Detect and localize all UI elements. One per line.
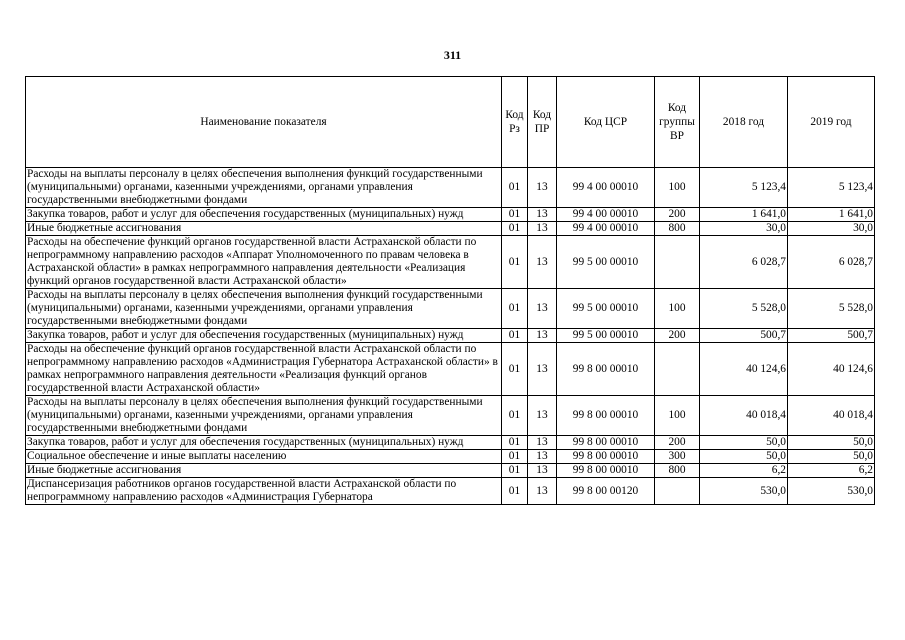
cell-name: Расходы на обеспечение функций органов государственной власти Астраханской области по непрограммному направлению расходов «Аппарат Уполномоченного по правам человека в Астраханской области» в рамках непрограммного направления деятельности «Реализация функций органов государственной власти Астраханской области» <box>26 236 502 289</box>
cell-2019: 5 123,4 <box>788 168 875 208</box>
cell-pr: 13 <box>528 436 557 450</box>
cell-pr: 13 <box>528 222 557 236</box>
cell-rz: 01 <box>502 478 528 505</box>
header-2018: 2018 год <box>700 77 788 168</box>
cell-name: Расходы на обеспечение функций органов государственной власти Астраханской области по непрограммному направлению расходов «Администрация Губернатора Астраханской области» в рамках непрограммного направления деятельности «Реализация функций органов государственной власти Астраханской области» <box>26 343 502 396</box>
cell-csr: 99 8 00 00010 <box>557 450 655 464</box>
table-row <box>26 450 875 464</box>
cell-vr: 800 <box>655 464 700 478</box>
cell-name: Диспансеризация работников органов государственной власти Астраханской области по непрограммному направлению расходов «Администрация Губернатора <box>26 478 502 505</box>
cell-csr: 99 8 00 00120 <box>557 478 655 505</box>
cell-2019: 40 018,4 <box>788 396 875 436</box>
cell-2018: 30,0 <box>700 222 788 236</box>
cell-csr: 99 4 00 00010 <box>557 222 655 236</box>
cell-2019: 50,0 <box>788 436 875 450</box>
cell-csr: 99 8 00 00010 <box>557 396 655 436</box>
cell-name: Закупка товаров, работ и услуг для обеспечения государственных (муниципальных) нужд <box>26 329 502 343</box>
cell-rz: 01 <box>502 289 528 329</box>
cell-2019: 50,0 <box>788 450 875 464</box>
cell-name: Расходы на выплаты персоналу в целях обеспечения выполнения функций государственными (муниципальными) органами, казенными учреждениями, органами управления государственными внебюджетными фондами <box>26 289 502 329</box>
budget-table <box>25 76 875 505</box>
cell-2019: 40 124,6 <box>788 343 875 396</box>
cell-vr: 200 <box>655 208 700 222</box>
table-row <box>26 343 875 396</box>
cell-2019: 530,0 <box>788 478 875 505</box>
cell-pr: 13 <box>528 450 557 464</box>
cell-rz: 01 <box>502 329 528 343</box>
cell-rz: 01 <box>502 396 528 436</box>
cell-name: Расходы на выплаты персоналу в целях обеспечения выполнения функций государственными (муниципальными) органами, казенными учреждениями, органами управления государственными внебюджетными фондами <box>26 168 502 208</box>
cell-name: Закупка товаров, работ и услуг для обеспечения государственных (муниципальных) нужд <box>26 208 502 222</box>
table-body <box>26 168 875 505</box>
header-csr: Код ЦСР <box>557 77 655 168</box>
cell-rz: 01 <box>502 436 528 450</box>
cell-rz: 01 <box>502 236 528 289</box>
cell-vr: 300 <box>655 450 700 464</box>
cell-2018: 40 124,6 <box>700 343 788 396</box>
cell-2018: 1 641,0 <box>700 208 788 222</box>
table-row <box>26 396 875 436</box>
cell-2018: 50,0 <box>700 450 788 464</box>
cell-csr: 99 8 00 00010 <box>557 464 655 478</box>
cell-2018: 40 018,4 <box>700 396 788 436</box>
cell-pr: 13 <box>528 478 557 505</box>
header-rz: Код Рз <box>502 77 528 168</box>
header-pr: Код ПР <box>528 77 557 168</box>
cell-name: Социальное обеспечение и иные выплаты населению <box>26 450 502 464</box>
cell-name: Иные бюджетные ассигнования <box>26 464 502 478</box>
cell-vr <box>655 478 700 505</box>
table-row <box>26 168 875 208</box>
cell-vr <box>655 236 700 289</box>
page-number: 311 <box>443 48 462 62</box>
cell-pr: 13 <box>528 343 557 396</box>
cell-csr: 99 8 00 00010 <box>557 436 655 450</box>
cell-csr: 99 8 00 00010 <box>557 343 655 396</box>
cell-pr: 13 <box>528 464 557 478</box>
cell-pr: 13 <box>528 168 557 208</box>
cell-rz: 01 <box>502 208 528 222</box>
cell-pr: 13 <box>528 396 557 436</box>
cell-2019: 5 528,0 <box>788 289 875 329</box>
cell-csr: 99 4 00 00010 <box>557 168 655 208</box>
table-row <box>26 289 875 329</box>
cell-rz: 01 <box>502 343 528 396</box>
cell-2019: 6,2 <box>788 464 875 478</box>
cell-2018: 50,0 <box>700 436 788 450</box>
cell-2018: 530,0 <box>700 478 788 505</box>
cell-pr: 13 <box>528 289 557 329</box>
cell-vr: 200 <box>655 329 700 343</box>
table-row <box>26 464 875 478</box>
cell-vr <box>655 343 700 396</box>
cell-pr: 13 <box>528 236 557 289</box>
table-row <box>26 436 875 450</box>
table-row <box>26 208 875 222</box>
header-vr: Код группы ВР <box>655 77 700 168</box>
cell-2019: 500,7 <box>788 329 875 343</box>
cell-2018: 500,7 <box>700 329 788 343</box>
cell-rz: 01 <box>502 222 528 236</box>
cell-csr: 99 5 00 00010 <box>557 329 655 343</box>
cell-2019: 30,0 <box>788 222 875 236</box>
cell-name: Расходы на выплаты персоналу в целях обеспечения выполнения функций государственными (муниципальными) органами, казенными учреждениями, органами управления государственными внебюджетными фондами <box>26 396 502 436</box>
cell-2018: 5 528,0 <box>700 289 788 329</box>
cell-2019: 1 641,0 <box>788 208 875 222</box>
table-header-row <box>26 77 875 168</box>
cell-vr: 100 <box>655 396 700 436</box>
cell-csr: 99 4 00 00010 <box>557 208 655 222</box>
cell-2018: 6,2 <box>700 464 788 478</box>
cell-name: Иные бюджетные ассигнования <box>26 222 502 236</box>
cell-pr: 13 <box>528 329 557 343</box>
cell-vr: 800 <box>655 222 700 236</box>
header-name: Наименование показателя <box>26 77 502 168</box>
cell-vr: 100 <box>655 168 700 208</box>
cell-vr: 100 <box>655 289 700 329</box>
cell-name: Закупка товаров, работ и услуг для обеспечения государственных (муниципальных) нужд <box>26 436 502 450</box>
table-row <box>26 236 875 289</box>
cell-rz: 01 <box>502 168 528 208</box>
cell-csr: 99 5 00 00010 <box>557 236 655 289</box>
cell-rz: 01 <box>502 464 528 478</box>
cell-2018: 5 123,4 <box>700 168 788 208</box>
cell-vr: 200 <box>655 436 700 450</box>
cell-2019: 6 028,7 <box>788 236 875 289</box>
table-row <box>26 329 875 343</box>
cell-rz: 01 <box>502 450 528 464</box>
cell-2018: 6 028,7 <box>700 236 788 289</box>
table-row <box>26 222 875 236</box>
header-2019: 2019 год <box>788 77 875 168</box>
table-row <box>26 478 875 505</box>
cell-csr: 99 5 00 00010 <box>557 289 655 329</box>
cell-pr: 13 <box>528 208 557 222</box>
